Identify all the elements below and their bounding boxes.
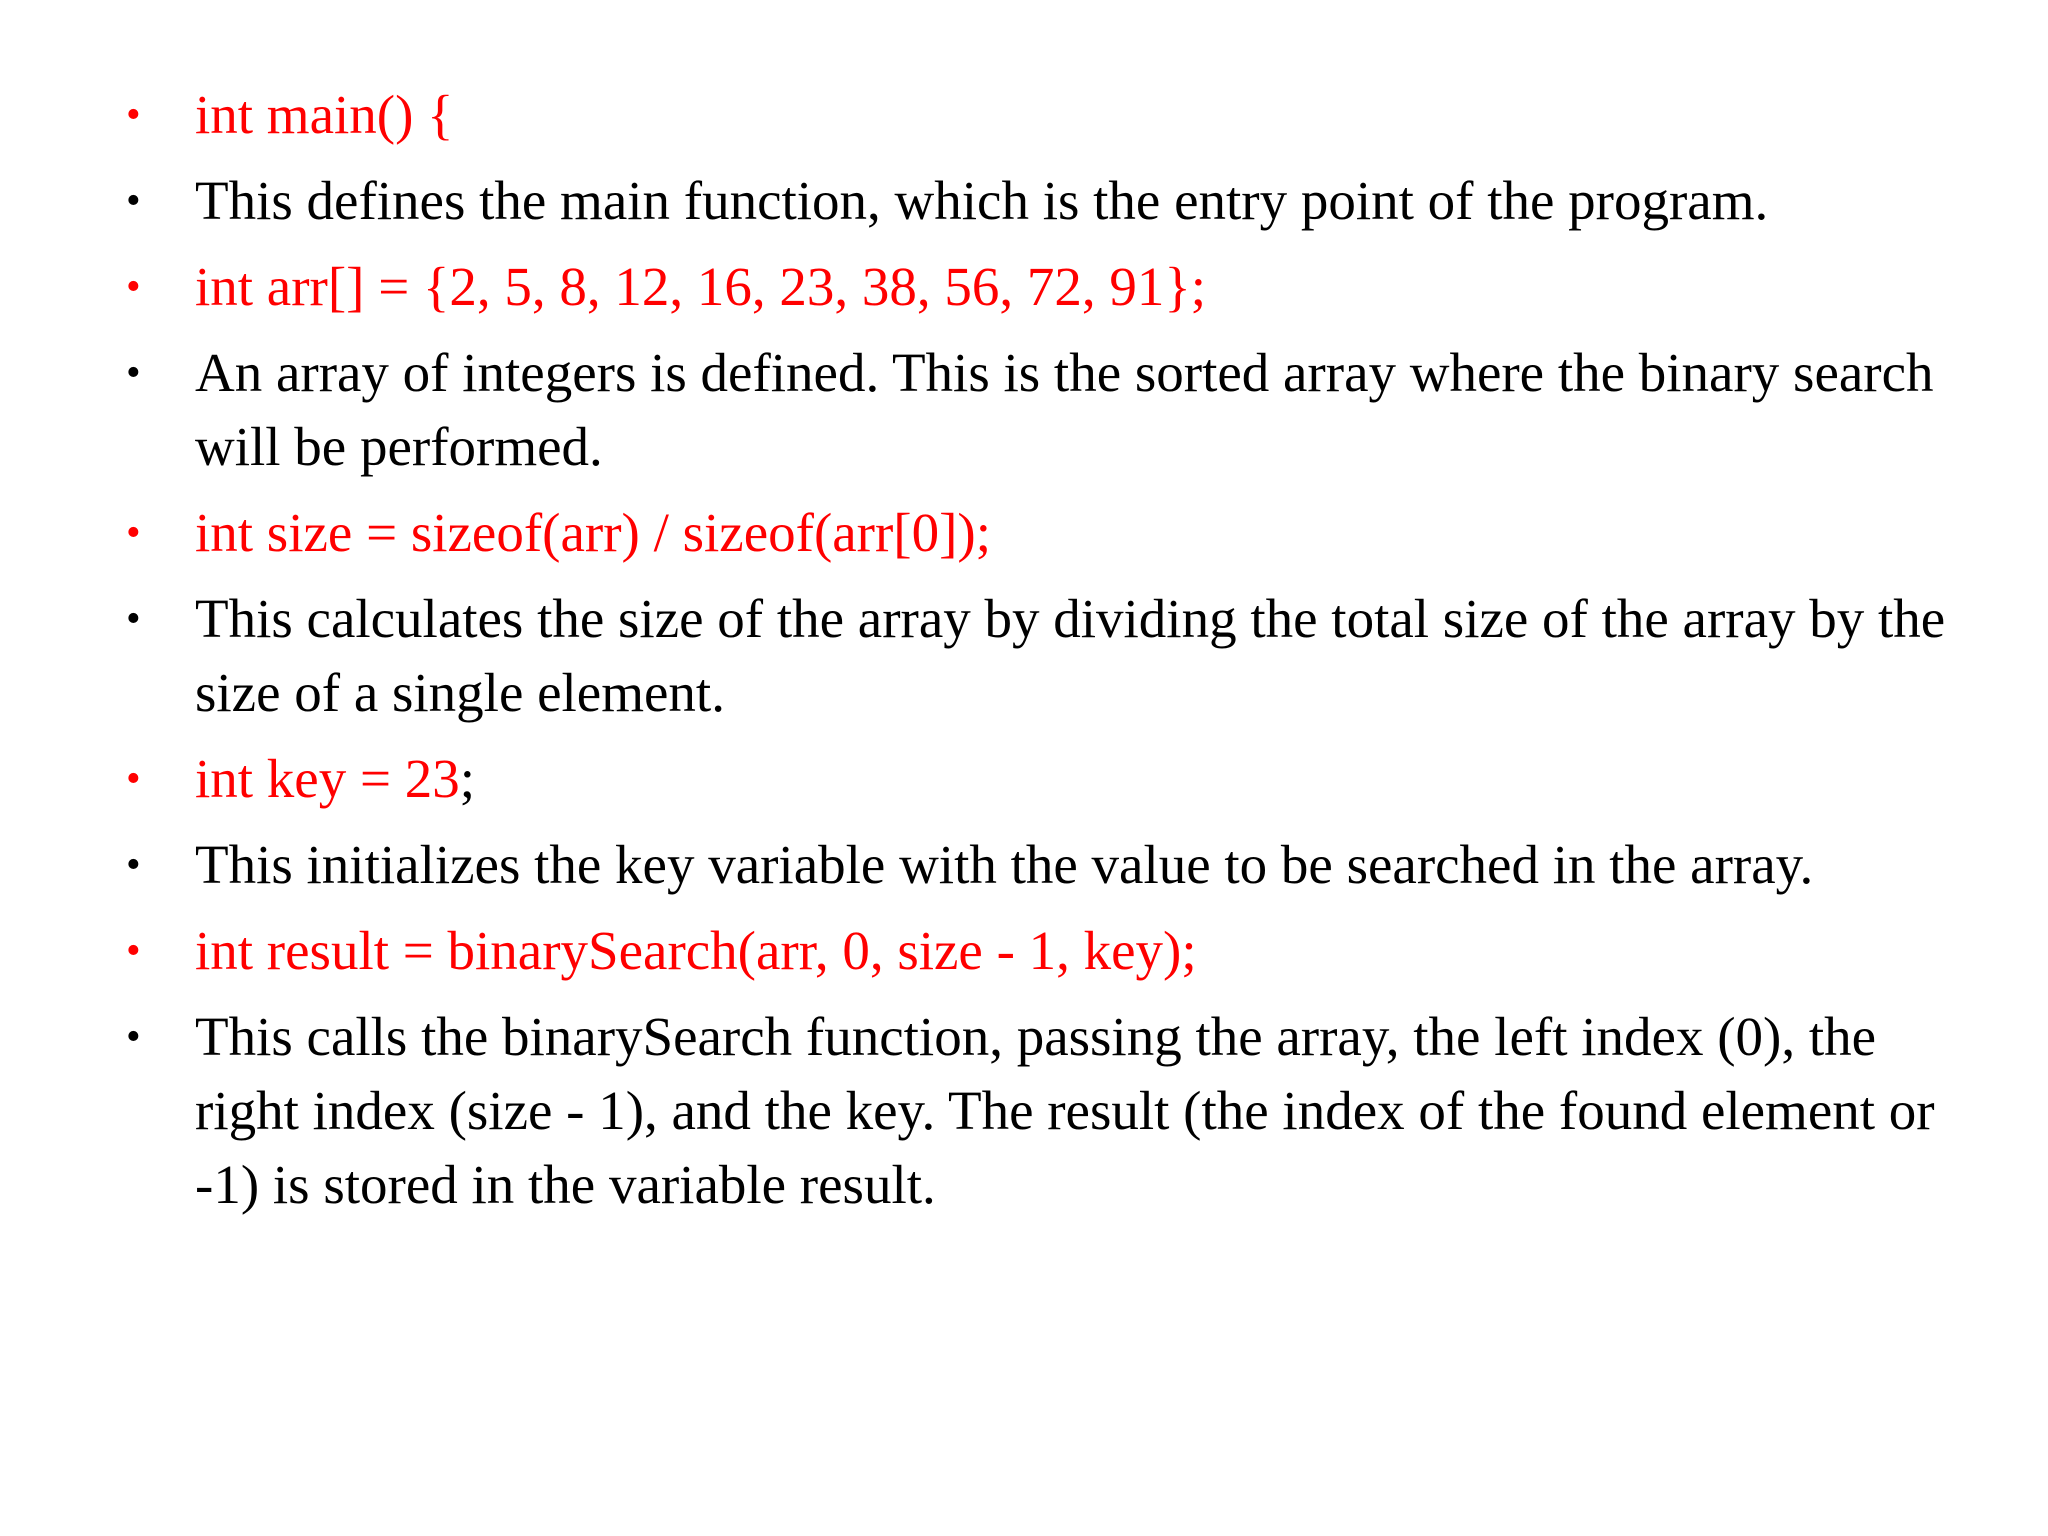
bullet-dot-icon: • — [126, 596, 141, 642]
bullet-explanation-result — [118, 1000, 1948, 1222]
bullet-text: int main() { — [195, 84, 454, 145]
bullet-code-array — [118, 250, 1948, 324]
bullet-text: This calls the binarySearch function, passing the array, the left index (0), the right index (size - 1), and the key. The result (the index of the found element or -1) is stored in the variable result. — [195, 1006, 1935, 1215]
bullet-dot-icon: • — [126, 842, 141, 888]
bullet-dot-icon: • — [126, 264, 141, 310]
bullet-text-tail: ; — [459, 748, 476, 809]
bullet-text: int arr[] = {2, 5, 8, 12, 16, 23, 38, 56, 72, 91}; — [195, 256, 1207, 317]
bullet-text: This initializes the key variable with the value to be searched in the array. — [195, 834, 1814, 895]
bullet-text: int size = sizeof(arr) / sizeof(arr[0]); — [195, 502, 992, 563]
bullet-explanation-key — [118, 828, 1948, 902]
bullet-text: int result = binarySearch(arr, 0, size - 1, key); — [195, 920, 1197, 981]
bullet-explanation-size — [118, 582, 1948, 730]
bullet-dot-icon: • — [126, 1014, 141, 1060]
bullet-dot-icon: • — [126, 350, 141, 396]
bullet-dot-icon: • — [126, 92, 141, 138]
bullet-code-key — [118, 742, 1948, 816]
bullet-text: This calculates the size of the array by dividing the total size of the array by the size of a single element. — [195, 588, 1946, 723]
bullet-list — [118, 78, 1948, 1222]
bullet-dot-icon: • — [126, 510, 141, 556]
bullet-explanation-main — [118, 164, 1948, 238]
bullet-dot-icon: • — [126, 756, 141, 802]
bullet-dot-icon: • — [126, 928, 141, 974]
bullet-dot-icon: • — [126, 178, 141, 224]
bullet-code-size — [118, 496, 1948, 570]
bullet-explanation-array — [118, 336, 1948, 484]
bullet-text: This defines the main function, which is the entry point of the program. — [195, 170, 1769, 231]
bullet-text: int key = 23 — [195, 748, 460, 809]
bullet-code-main — [118, 78, 1948, 152]
bullet-text: An array of integers is defined. This is the sorted array where the binary search will be performed. — [195, 342, 1934, 477]
bullet-code-result — [118, 914, 1948, 988]
